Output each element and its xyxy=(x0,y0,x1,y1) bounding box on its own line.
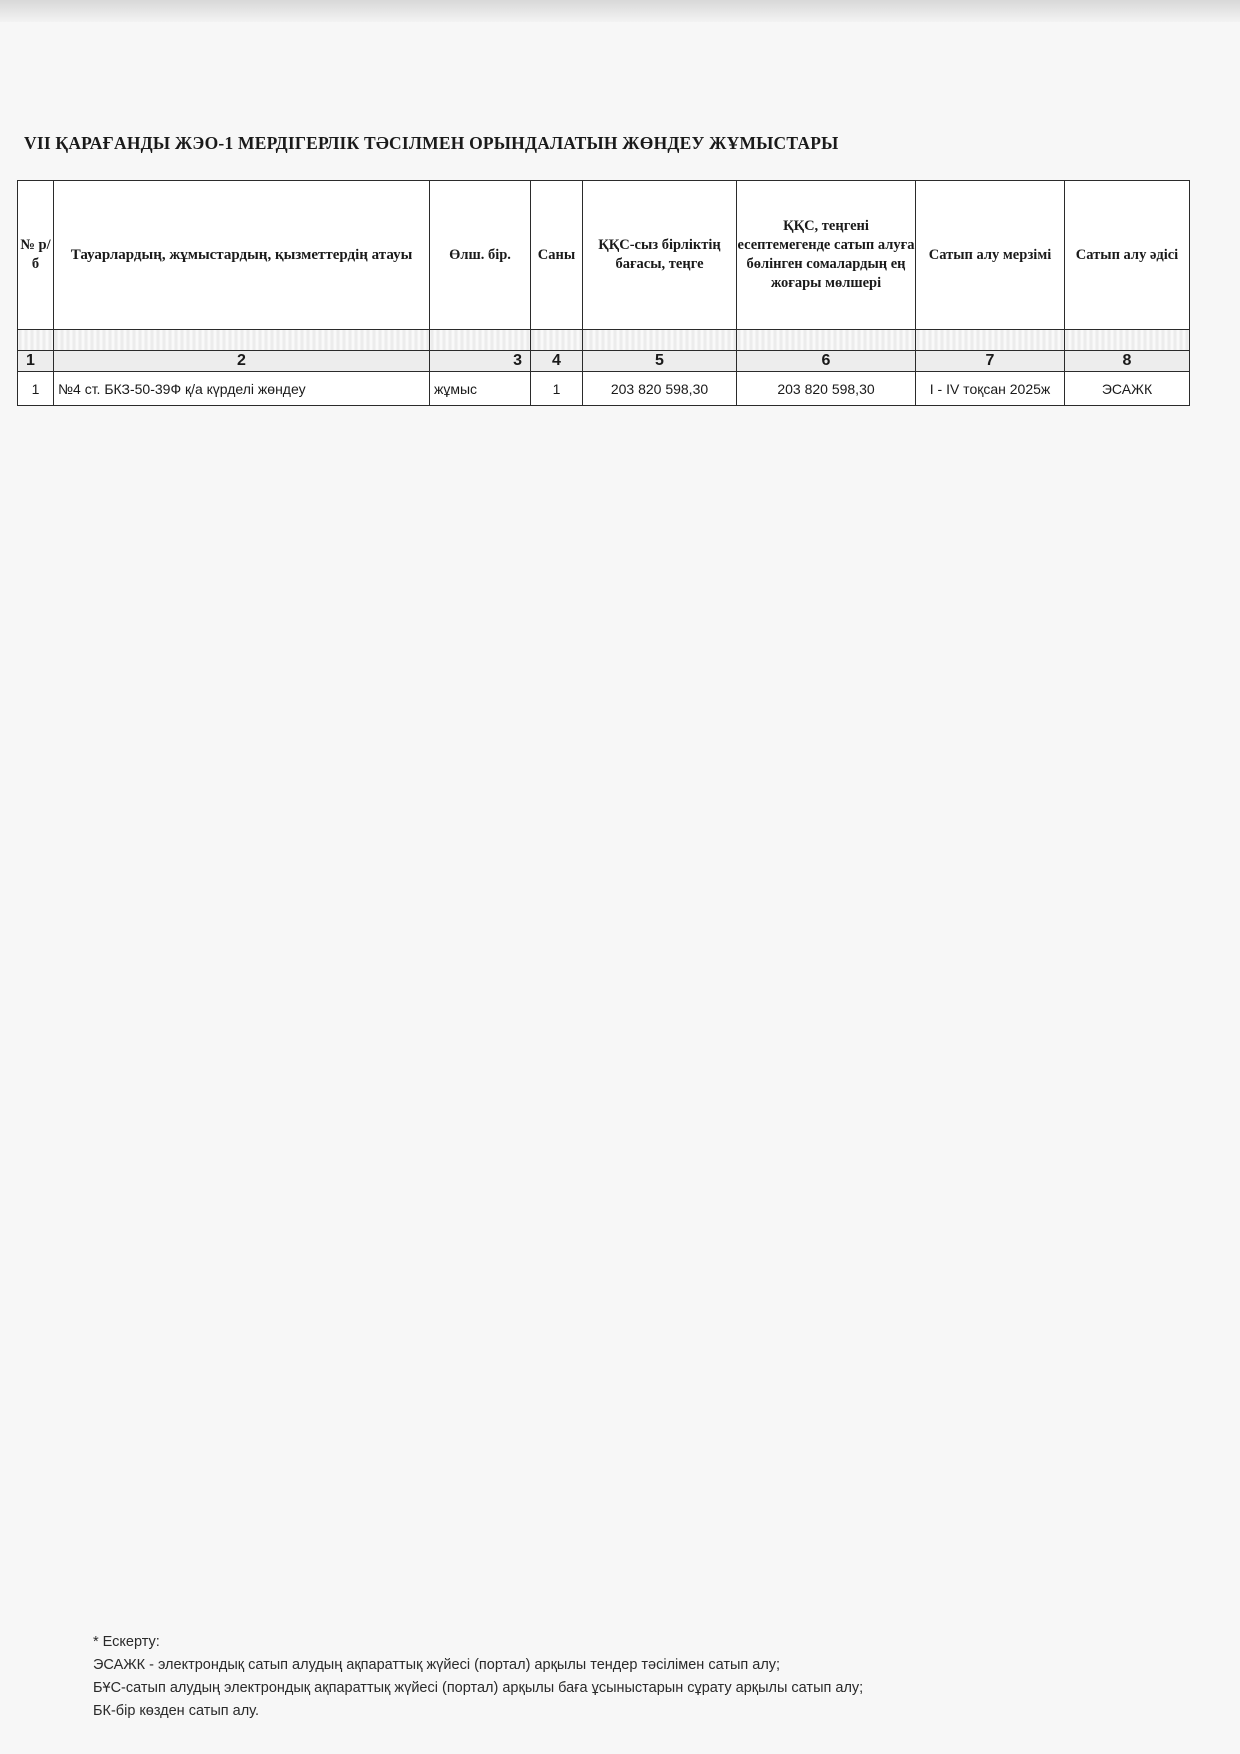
header-cell-unit-price: ҚҚС-сыз бірліктің бағасы, теңге xyxy=(583,181,737,330)
row-period: I - IV тоқсан 2025ж xyxy=(916,372,1065,406)
column-number: 3 xyxy=(430,351,531,372)
header-cell-period: Сатып алу мерзімі xyxy=(916,181,1065,330)
footnote-line: ЭСАЖК - электрондық сатып алудың ақпараттық жүйесі (портал) арқылы тендер тәсілімен сатып алу; xyxy=(93,1657,781,1673)
footnote-title: * Ескерту: xyxy=(93,1634,160,1650)
row-unit-price: 203 820 598,30 xyxy=(583,372,737,406)
column-number: 5 xyxy=(583,351,737,372)
row-number: 1 xyxy=(18,372,54,406)
document-title: VII ҚАРАҒАНДЫ ЖЭО-1 МЕРДІГЕРЛІК ТӘСІЛМЕН ОРЫНДАЛАТЫН ЖӨНДЕУ ЖҰМЫСТАРЫ xyxy=(24,133,839,153)
header-cell-max-amount: ҚҚС, теңгені есептемегенде сатып алуға бөлінген сомалардың ең жоғары мөлшері xyxy=(737,181,916,330)
table-header-row xyxy=(18,181,1190,330)
column-number: 4 xyxy=(531,351,583,372)
header-cell-qty: Саны xyxy=(531,181,583,330)
footnote-line: БҰС-сатып алудың электрондық ақпараттық жүйесі (портал) арқылы баға ұсыныстарын сұрату арқылы сатып алу; xyxy=(93,1680,864,1696)
column-number: 8 xyxy=(1065,351,1190,372)
column-number: 6 xyxy=(737,351,916,372)
column-number: 2 xyxy=(54,351,430,372)
column-number: 1 xyxy=(18,351,54,372)
table-spacer-row xyxy=(18,330,1190,351)
footnote xyxy=(93,1631,863,1723)
procurement-table xyxy=(17,180,1190,406)
scan-edge-shadow xyxy=(0,0,1240,22)
row-method: ЭСАЖК xyxy=(1065,372,1190,406)
header-cell-method: Сатып алу әдісі xyxy=(1065,181,1190,330)
header-cell-unit: Өлш. бір. xyxy=(430,181,531,330)
row-qty: 1 xyxy=(531,372,583,406)
column-number: 7 xyxy=(916,351,1065,372)
row-unit: жұмыс xyxy=(430,372,531,406)
row-max-amount: 203 820 598,30 xyxy=(737,372,916,406)
column-number-row xyxy=(18,351,1190,372)
header-cell-number: № р/б xyxy=(18,181,54,330)
header-cell-name: Тауарлардың, жұмыстардың, қызметтердің атауы xyxy=(54,181,430,330)
row-name: №4 ст. БКЗ-50-39Ф қ/а күрделі жөндеу xyxy=(54,372,430,406)
table-row xyxy=(18,372,1190,406)
footnote-line: БК-бір көзден сатып алу. xyxy=(93,1703,259,1719)
